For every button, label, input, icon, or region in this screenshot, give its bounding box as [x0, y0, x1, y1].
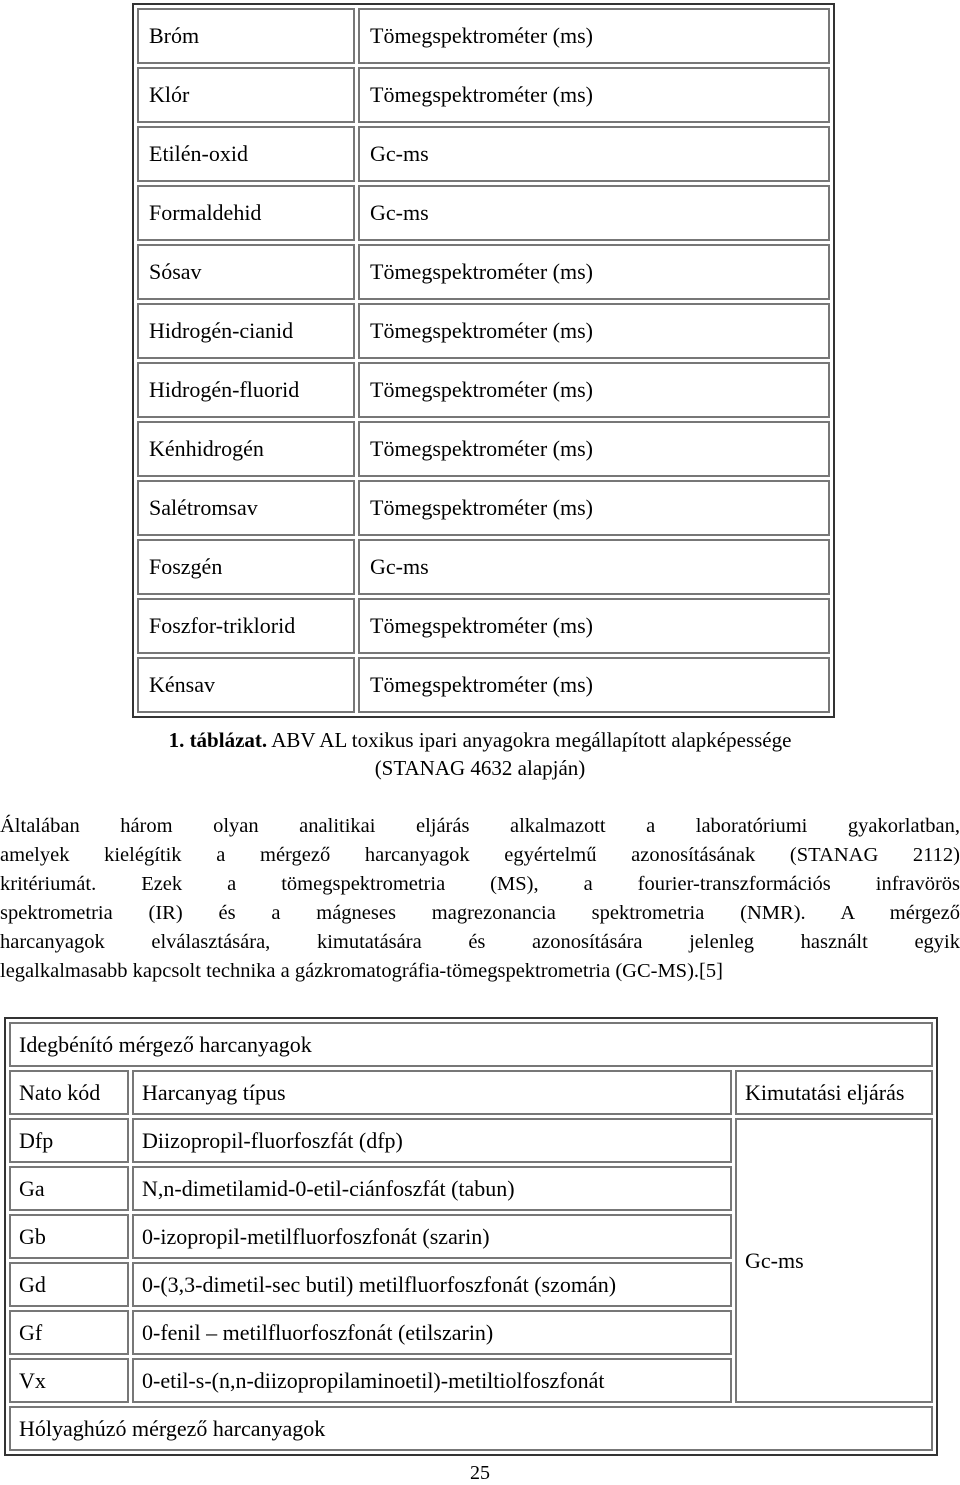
header-type: Harcanyag típus [132, 1070, 732, 1115]
paragraph-line: harcanyagok elválasztására, kimutatására és azonosítására jelenleg használt egyik [0, 931, 960, 953]
method-cell: Tömegspektrométer (ms) [358, 303, 830, 359]
method-cell: Tömegspektrométer (ms) [358, 657, 830, 713]
type-cell: Diizopropil-fluorfoszfát (dfp) [132, 1118, 732, 1163]
type-cell: 0-etil-s-(n,n-diizopropilaminoetil)-metiltiolfoszfonát [132, 1358, 732, 1403]
code-cell: Gf [9, 1310, 129, 1355]
method-cell: Gc-ms [358, 126, 830, 182]
table-row [137, 539, 830, 595]
footer-title-row [9, 1406, 933, 1451]
substance-cell: Foszfor-triklorid [137, 598, 355, 654]
code-cell: Dfp [9, 1118, 129, 1163]
substance-cell: Formaldehid [137, 185, 355, 241]
method-cell: Tömegspektrométer (ms) [358, 421, 830, 477]
substance-cell: Foszgén [137, 539, 355, 595]
table-row [137, 244, 830, 300]
type-cell: 0-fenil – metilfluorfoszfonát (etilszarin) [132, 1310, 732, 1355]
method-cell: Gc-ms [358, 539, 830, 595]
caption-line-1 [0, 726, 960, 754]
section-title: Idegbénító mérgező harcanyagok [9, 1022, 933, 1067]
method-cell: Tömegspektrométer (ms) [358, 362, 830, 418]
header-code: Nato kód [9, 1070, 129, 1115]
method-merged-cell: Gc-ms [735, 1118, 933, 1403]
caption-line-2: (STANAG 4632 alapján) [374, 756, 586, 780]
code-cell: Vx [9, 1358, 129, 1403]
method-cell: Tömegspektrométer (ms) [358, 67, 830, 123]
table-row [137, 421, 830, 477]
header-row [9, 1070, 933, 1115]
nerve-agents-table [4, 1017, 938, 1456]
substance-cell: Salétromsav [137, 480, 355, 536]
paragraph-line: legalkalmasabb kapcsolt technika a gázkromatográfia-tömegspektrometria (GC-MS).[5] [0, 960, 723, 982]
table-row [137, 480, 830, 536]
method-cell: Tömegspektrométer (ms) [358, 8, 830, 64]
table-row [137, 126, 830, 182]
paragraph-line: kritériumát. Ezek a tömegspektrometria (MS), a fourier-transzformációs infravörös [0, 873, 960, 895]
code-cell: Ga [9, 1166, 129, 1211]
method-cell: Tömegspektrométer (ms) [358, 480, 830, 536]
footer-section-title: Hólyaghúzó mérgező harcanyagok [9, 1406, 933, 1451]
table-row [137, 8, 830, 64]
table-row [9, 1118, 933, 1163]
page-number: 25 [470, 1462, 490, 1484]
table-row [137, 67, 830, 123]
header-method: Kimutatási eljárás [735, 1070, 933, 1115]
table-caption [0, 726, 960, 782]
table-row [137, 657, 830, 713]
substance-cell: Sósav [137, 244, 355, 300]
method-cell: Tömegspektrométer (ms) [358, 244, 830, 300]
substance-cell: Hidrogén-cianid [137, 303, 355, 359]
substance-cell: Hidrogén-fluorid [137, 362, 355, 418]
type-cell: N,n-dimetilamid-0-etil-ciánfoszfát (tabun) [132, 1166, 732, 1211]
substance-cell: Etilén-oxid [137, 126, 355, 182]
method-cell: Gc-ms [358, 185, 830, 241]
paragraph-line: amelyek kielégítik a mérgező harcanyagok egyértelmű azonosításának (STANAG 2112) [0, 844, 960, 866]
paragraph-line: Általában három olyan analitikai eljárás alkalmazott a laboratóriumi gyakorlatban, [0, 815, 960, 837]
industrial-toxic-substances-table [132, 3, 835, 718]
table-row [137, 185, 830, 241]
code-cell: Gd [9, 1262, 129, 1307]
code-cell: Gb [9, 1214, 129, 1259]
body-paragraph [0, 812, 960, 986]
section-title-row [9, 1022, 933, 1067]
caption-label: 1. táblázat. [168, 728, 268, 752]
type-cell: 0-(3,3-dimetil-sec butil) metilfluorfoszfonát (szomán) [132, 1262, 732, 1307]
type-cell: 0-izopropil-metilfluorfoszfonát (szarin) [132, 1214, 732, 1259]
substance-cell: Klór [137, 67, 355, 123]
table-row [137, 598, 830, 654]
table-row [137, 362, 830, 418]
substance-cell: Bróm [137, 8, 355, 64]
method-cell: Tömegspektrométer (ms) [358, 598, 830, 654]
substance-cell: Kénsav [137, 657, 355, 713]
table-row [137, 303, 830, 359]
paragraph-line: spektrometria (IR) és a mágneses magrezonancia spektrometria (NMR). A mérgező [0, 902, 960, 924]
substance-cell: Kénhidrogén [137, 421, 355, 477]
caption-text: ABV AL toxikus ipari anyagokra megállapított alapképessége [267, 728, 792, 752]
